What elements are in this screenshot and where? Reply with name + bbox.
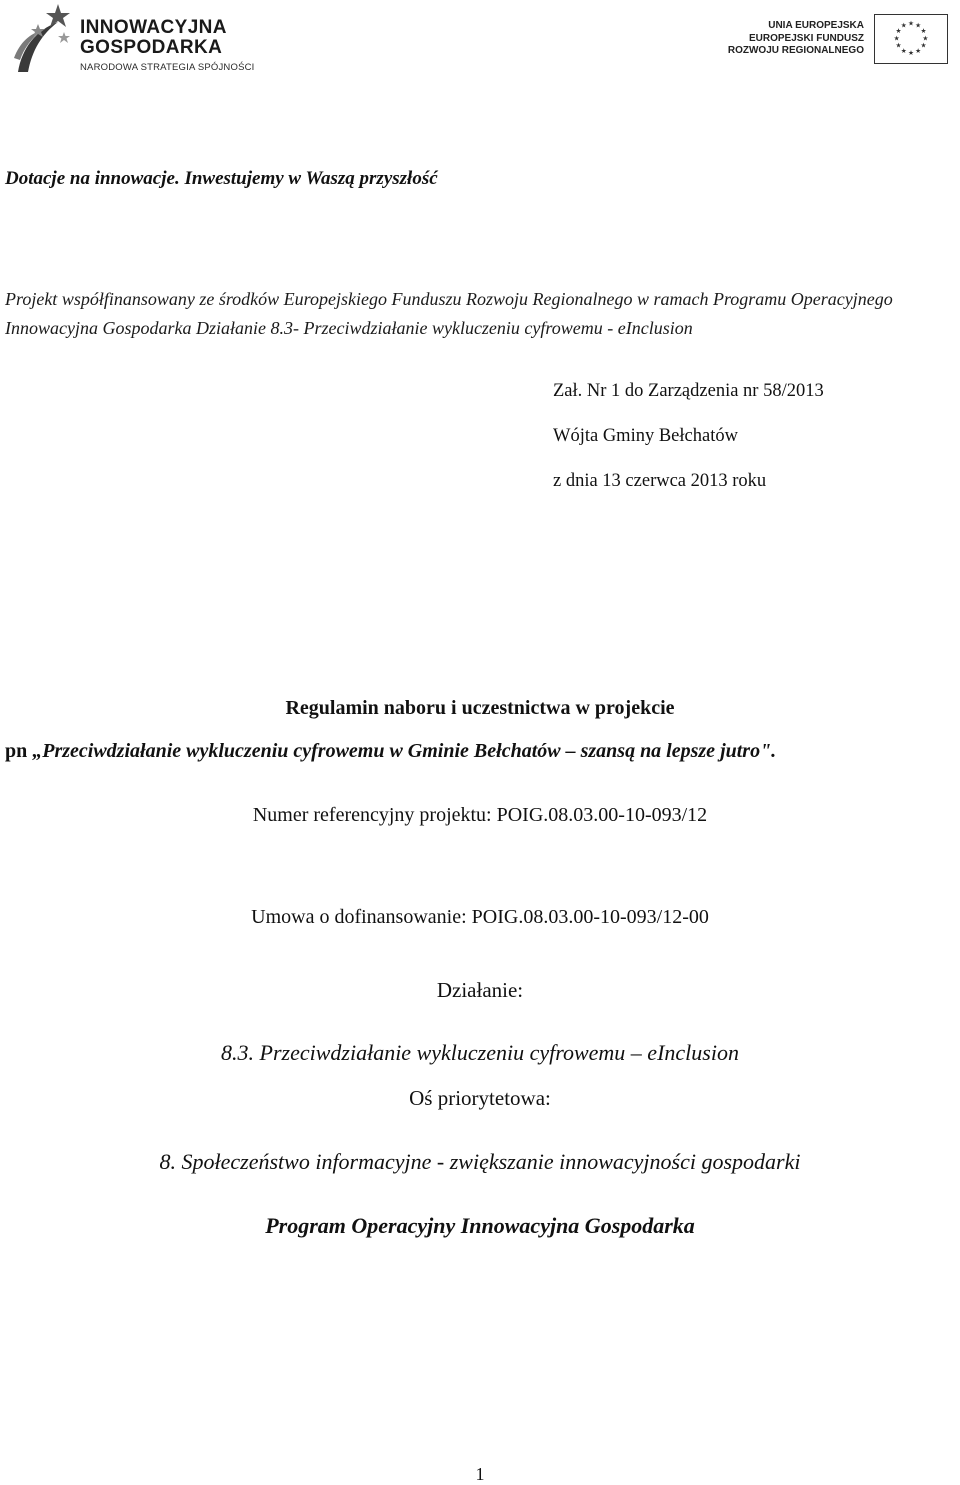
svg-text:★: ★ xyxy=(893,34,900,43)
program-name: Program Operacyjny Innowacyjna Gospodarka xyxy=(265,1213,695,1238)
reference-number: Numer referencyjny projektu: POIG.08.03.00-10-093/12 xyxy=(252,804,708,826)
logo-text-line2: GOSPODARKA xyxy=(80,37,223,58)
svg-text:★: ★ xyxy=(922,34,929,43)
agreement-number: Umowa o dofinansowanie: POIG.08.03.00-10-093/12-00 xyxy=(251,906,709,928)
measure-label: Działanie: xyxy=(436,978,524,1002)
document-title: Regulamin naboru i uczestnictwa w projekcie xyxy=(285,697,675,719)
project-name-line xyxy=(5,740,776,763)
svg-text:★: ★ xyxy=(907,19,915,28)
svg-text:★: ★ xyxy=(895,26,902,35)
eu-logo-line3: ROZWOJU REGIONALNEGO xyxy=(727,45,864,56)
project-prefix: pn xyxy=(5,740,28,762)
annex-line: Wójta Gminy Bełchatów xyxy=(553,426,738,446)
page-number: 1 xyxy=(475,1464,485,1484)
svg-text:★: ★ xyxy=(900,46,907,55)
star-swoosh-icon xyxy=(12,2,74,76)
svg-text:★: ★ xyxy=(907,48,915,57)
priority-label: Oś priorytetowa: xyxy=(409,1086,551,1110)
eu-logo-line1: UNIA EUROPEJSKA xyxy=(768,20,864,31)
svg-text:★: ★ xyxy=(900,21,907,30)
eu-flag-icon xyxy=(874,14,948,64)
innowacyjna-gospodarka-logo xyxy=(12,2,262,78)
cofinancing-note: Projekt współfinansowany ze środków Europejskiego Funduszu Rozwoju Regionalnego w ramach Programu Operacyjnego Innowacyjna Gospodarka Działanie 8.3- Przeciwdziałanie wykluczeniu cyfrowemu - eInclusion xyxy=(5,289,893,338)
eu-logo-text xyxy=(728,20,864,58)
svg-text:★: ★ xyxy=(920,41,927,50)
annex-line: Zał. Nr 1 do Zarządzenia nr 58/2013 xyxy=(553,381,824,401)
svg-text:★: ★ xyxy=(920,26,927,35)
eu-logo-line2: EUROPEJSKI FUNDUSZ xyxy=(748,32,864,44)
eu-fund-logo xyxy=(727,14,950,68)
tagline: Dotacje na innowacje. Inwestujemy w Waszą przyszłość xyxy=(5,168,438,189)
measure-value: 8.3. Przeciwdziałanie wykluczeniu cyfrowemu – eInclusion xyxy=(221,1040,739,1065)
svg-text:★: ★ xyxy=(915,46,922,55)
priority-value: 8. Społeczeństwo informacyjne - zwiększanie innowacyjności gospodarki xyxy=(159,1149,801,1174)
svg-text:★: ★ xyxy=(915,21,922,30)
logo-text-line1: INNOWACYJNA xyxy=(80,17,227,38)
svg-text:★: ★ xyxy=(895,41,902,50)
logo-text-line3: NARODOWA STRATEGIA SPÓJNOŚCI xyxy=(80,62,255,73)
project-name: „Przeciwdziałanie wykluczeniu cyfrowemu w Gminie Bełchatów – szansą na lepsze jutro". xyxy=(32,740,777,762)
annex-line: z dnia 13 czerwca 2013 roku xyxy=(553,471,767,491)
